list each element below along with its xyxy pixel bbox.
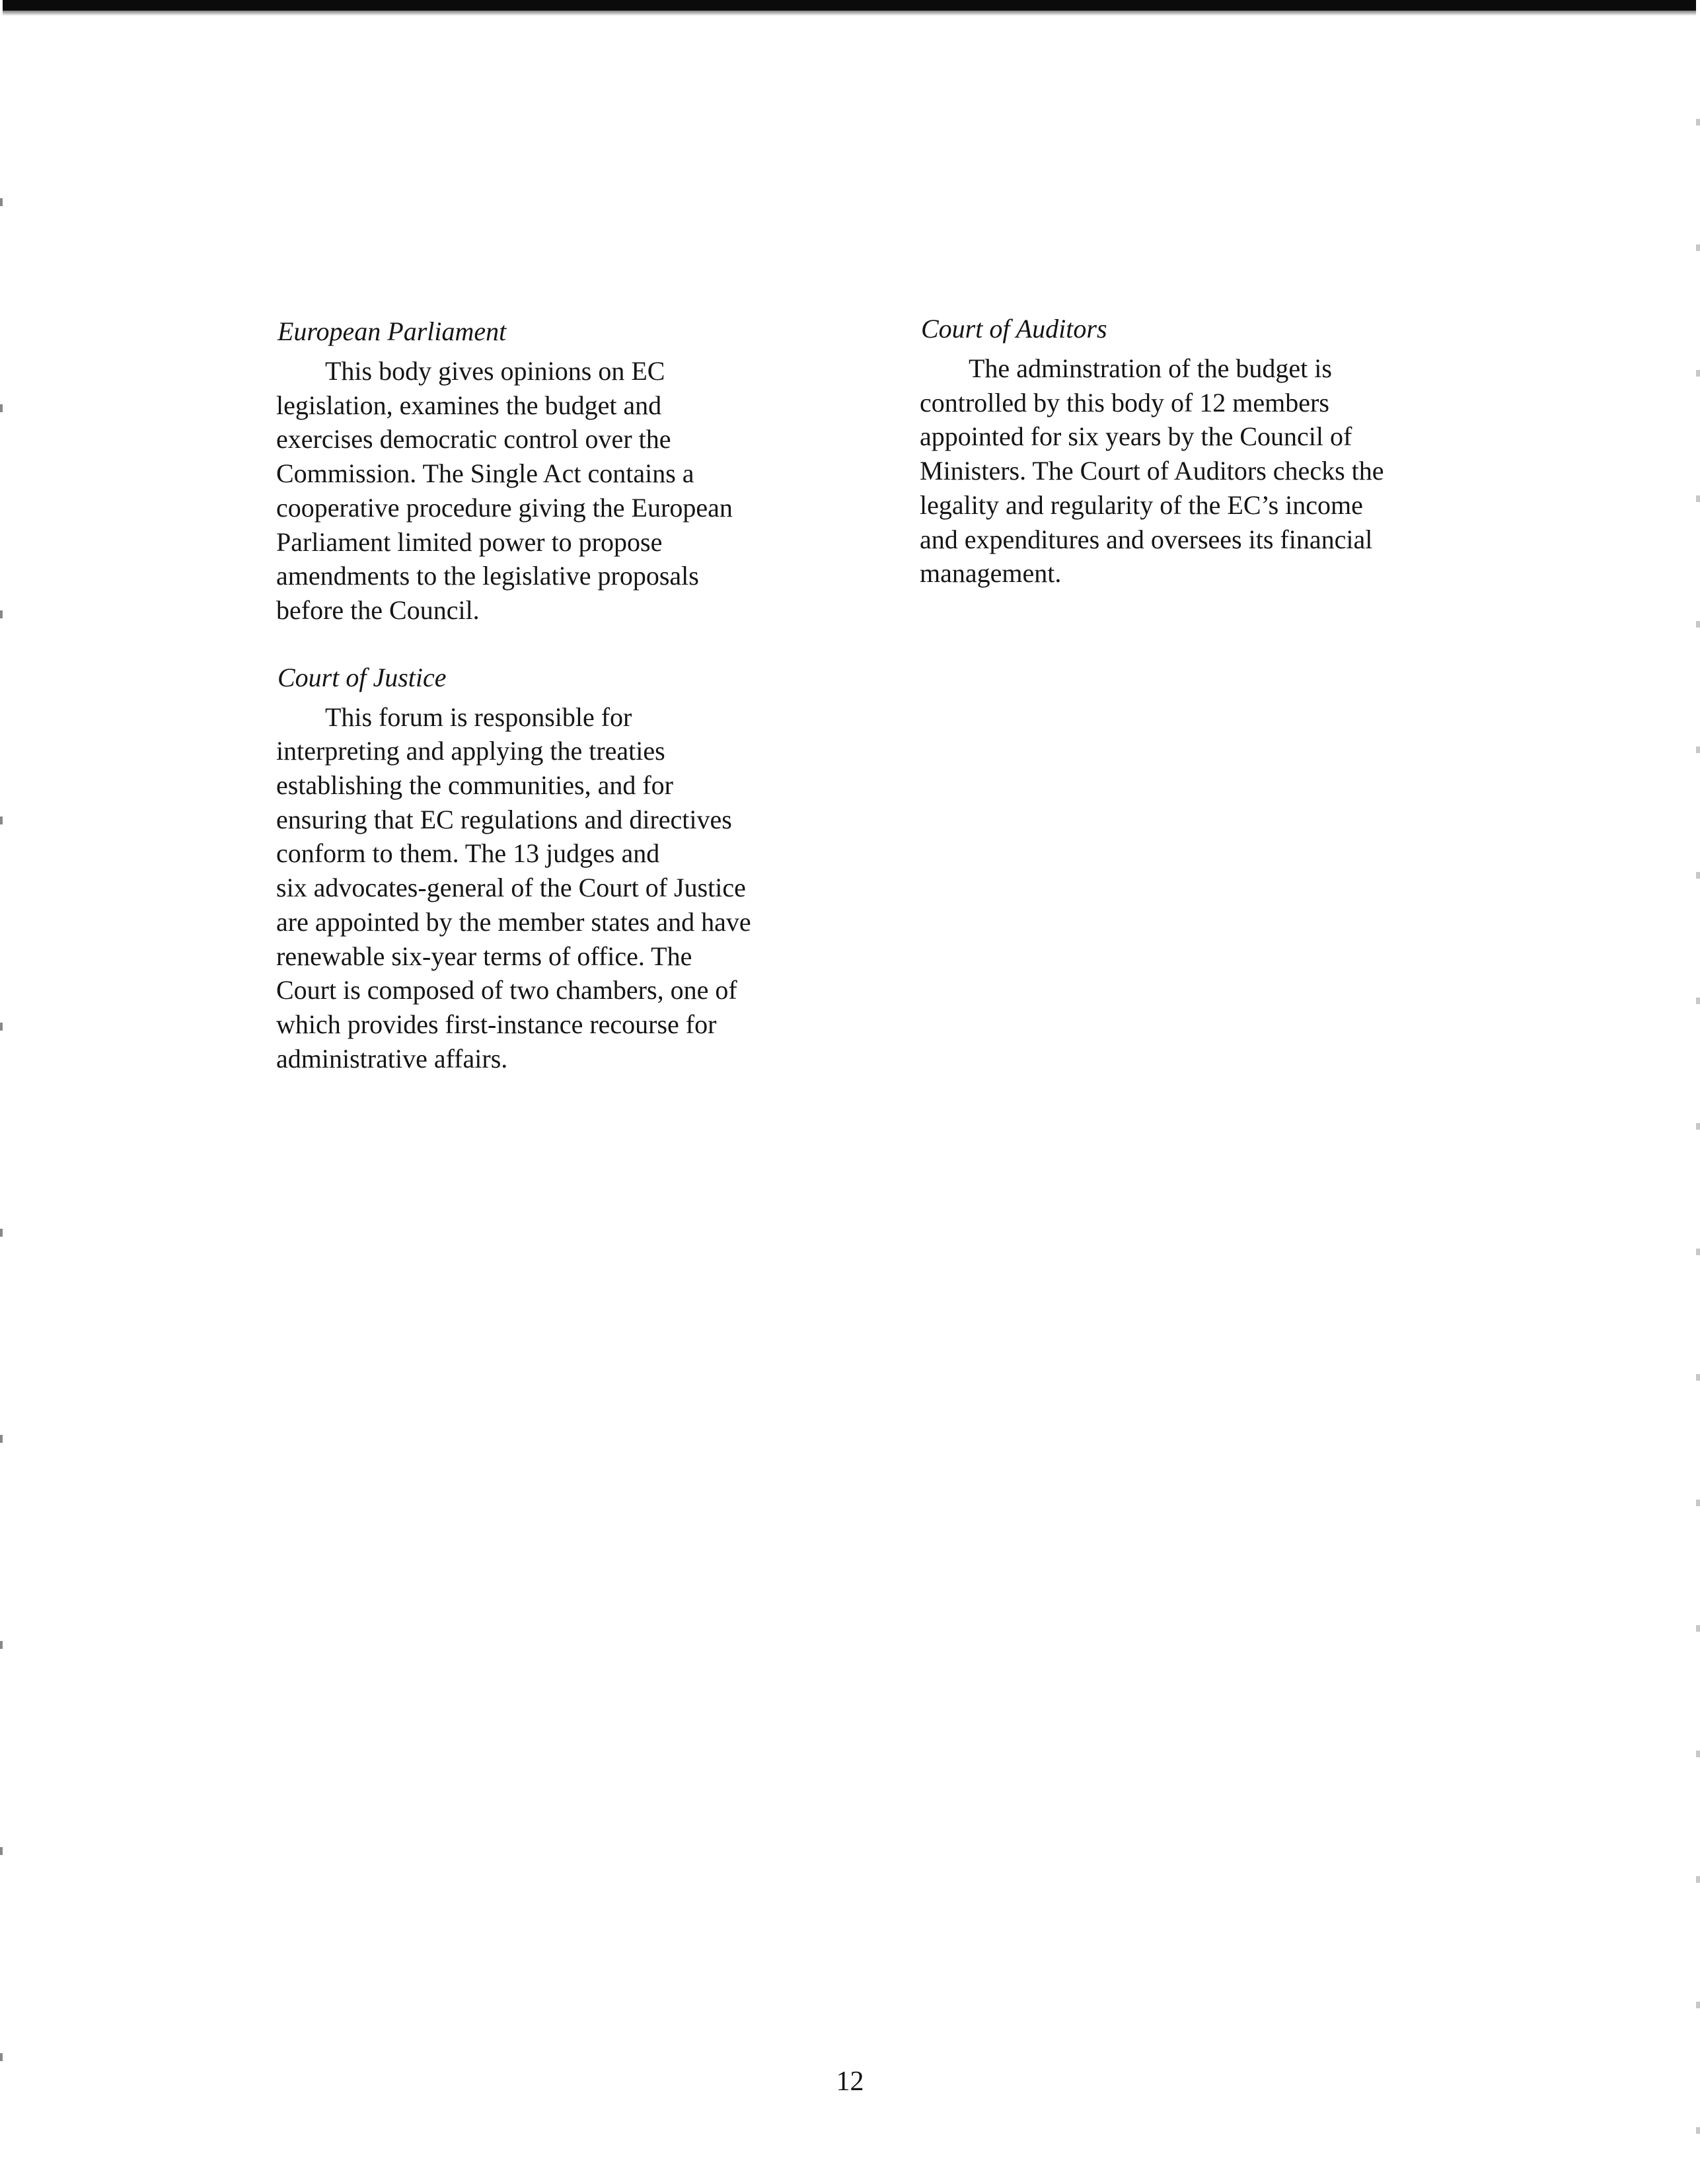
paragraph-line: and expenditures and oversees its financial	[920, 524, 1373, 554]
section-heading: Court of Justice	[277, 662, 447, 692]
section-heading: Court of Auditors	[921, 314, 1107, 344]
paragraph-line: Parliament limited power to propose	[276, 527, 663, 557]
paragraph-line: cooperative procedure giving the European	[276, 492, 733, 523]
paragraph-line: The adminstration of the budget is	[969, 353, 1332, 383]
paragraph-line: which provides first-instance recourse for	[276, 1009, 717, 1039]
paragraph-line: exercises democratic control over the	[276, 424, 671, 455]
paragraph-line: establishing the communities, and for	[276, 770, 673, 801]
paragraph-line: administrative affairs.	[276, 1043, 508, 1074]
scan-left-edge	[0, 0, 3, 2184]
paragraph-line: appointed for six years by the Council of	[920, 421, 1352, 452]
paragraph-line: Court is composed of two chambers, one of	[276, 975, 737, 1005]
right-column	[920, 312, 1541, 591]
paragraph-line: renewable six-year terms of office. The	[276, 941, 692, 971]
paragraph-line: controlled by this body of 12 members	[920, 387, 1329, 418]
left-column	[276, 314, 871, 1075]
section-european-parliament	[276, 314, 871, 628]
paragraph-line: Ministers. The Court of Auditors checks the	[920, 456, 1384, 486]
paragraph-line: are appointed by the member states and have	[276, 906, 751, 937]
paragraph-line: legality and regularity of the EC’s income	[920, 490, 1363, 520]
paragraph-line: six advocates-general of the Court of Justice	[276, 873, 746, 903]
paragraph-line: This forum is responsible for	[325, 702, 632, 732]
paragraph-line: management.	[920, 558, 1062, 589]
section-court-of-auditors	[920, 312, 1541, 591]
paragraph-line: legislation, examines the budget and	[276, 390, 662, 420]
paragraph-line: Commission. The Single Act contains a	[276, 458, 694, 489]
paragraph-line: before the Council.	[276, 595, 480, 625]
scan-right-edge	[1696, 0, 1700, 2184]
scan-top-shadow	[0, 11, 1700, 16]
section-court-of-justice	[276, 661, 871, 1076]
paragraph-line: interpreting and applying the treaties	[276, 736, 665, 766]
paragraph-line: amendments to the legislative proposals	[276, 561, 699, 591]
paragraph-line: conform to them. The 13 judges and	[276, 838, 660, 869]
paragraph-line: This body gives opinions on EC	[325, 356, 665, 386]
paragraph-line: ensuring that EC regulations and directives	[276, 804, 732, 834]
scan-top-border	[0, 0, 1700, 11]
page-number: 12	[836, 2066, 864, 2097]
section-heading: European Parliament	[277, 316, 507, 346]
